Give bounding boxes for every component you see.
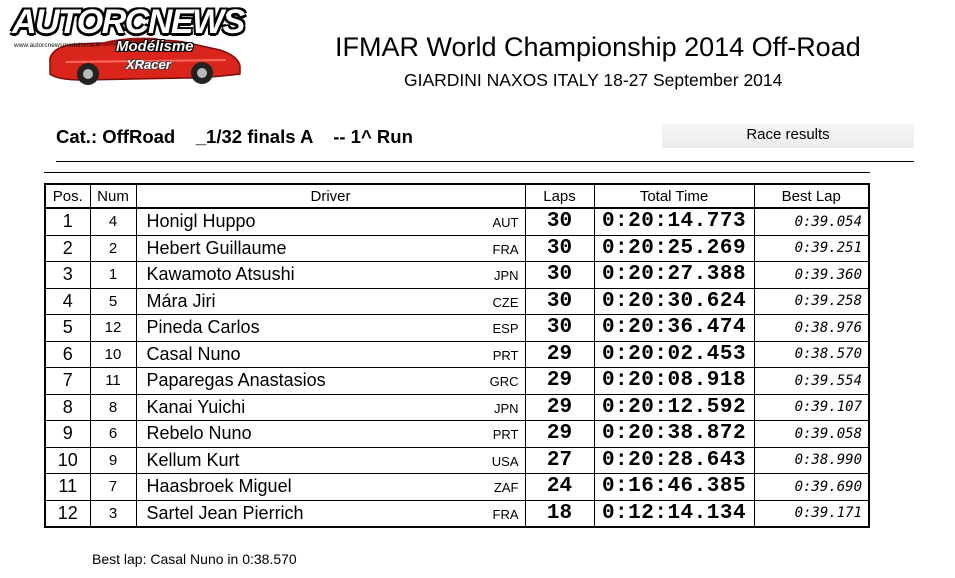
table-row [45, 208, 869, 235]
cell-best-lap: 0:39.360 [754, 262, 869, 289]
cell-total-time: 0:20:12.592 [594, 394, 754, 421]
cell-best-lap: 0:39.054 [754, 208, 869, 235]
table-row [45, 447, 869, 474]
cell-driver [136, 421, 525, 448]
cell-pos: 3 [45, 262, 90, 289]
table-row [45, 500, 869, 527]
cell-total-time: 0:20:27.388 [594, 262, 754, 289]
cell-laps: 29 [525, 421, 594, 448]
cell-driver [136, 500, 525, 527]
driver-name: Hebert Guillaume [146, 237, 287, 258]
cell-total-time: 0:20:30.624 [594, 288, 754, 315]
cell-pos: 5 [45, 315, 90, 342]
cell-num: 2 [90, 235, 136, 262]
cell-num: 9 [90, 447, 136, 474]
cell-best-lap: 0:39.171 [754, 500, 869, 527]
cell-laps: 30 [525, 315, 594, 342]
cell-num: 1 [90, 262, 136, 289]
cell-pos: 6 [45, 341, 90, 368]
driver-nationality: FRA [492, 241, 519, 257]
divider-top [56, 161, 914, 162]
cell-laps: 18 [525, 500, 594, 527]
cell-num: 8 [90, 394, 136, 421]
cell-laps: 30 [525, 208, 594, 235]
results-label: Race results [662, 124, 914, 148]
cell-best-lap: 0:38.976 [754, 315, 869, 342]
cell-best-lap: 0:39.258 [754, 288, 869, 315]
cell-driver [136, 288, 525, 315]
table-row [45, 288, 869, 315]
cell-total-time: 0:20:08.918 [594, 368, 754, 395]
driver-nationality: ESP [492, 321, 519, 336]
table-header-row [45, 184, 869, 208]
cell-laps: 29 [525, 394, 594, 421]
table-row [45, 341, 869, 368]
driver-name: Sartel Jean Pierrich [146, 502, 304, 523]
cell-pos: 2 [45, 235, 90, 262]
cell-pos: 10 [45, 447, 90, 474]
col-header-pos: Pos. [45, 184, 90, 208]
cell-total-time: 0:20:02.453 [594, 341, 754, 368]
col-header-laps: Laps [525, 184, 594, 208]
driver-name: Honigl Huppo [146, 211, 256, 231]
driver-name: Haasbroek Miguel [146, 476, 292, 496]
driver-name: Rebelo Nuno [146, 423, 252, 443]
results-table [44, 183, 870, 528]
driver-nationality: GRC [489, 374, 519, 389]
cell-best-lap: 0:39.107 [754, 394, 869, 421]
cell-num: 6 [90, 421, 136, 448]
cell-driver [136, 447, 525, 474]
cell-best-lap: 0:38.990 [754, 447, 869, 474]
logo-title: AUTORCNEWS [12, 3, 244, 41]
cell-laps: 24 [525, 474, 594, 501]
cell-num: 3 [90, 500, 136, 527]
page-title: IFMAR World Championship 2014 Off-Road [335, 32, 861, 62]
autorcnews-logo [6, 2, 242, 86]
cell-laps: 30 [525, 288, 594, 315]
cell-best-lap: 0:39.251 [754, 235, 869, 262]
cell-total-time: 0:20:14.773 [594, 208, 754, 235]
cell-pos: 4 [45, 288, 90, 315]
cell-num: 4 [90, 208, 136, 235]
driver-nationality: PRT [492, 427, 519, 442]
logo-subtitle: Modélisme [116, 38, 194, 55]
cell-laps: 29 [525, 341, 594, 368]
cell-total-time: 0:20:38.872 [594, 421, 754, 448]
col-header-best-lap: Best Lap [754, 184, 869, 208]
logo-url: www.autorcnewsmodelisme.fr [14, 42, 100, 49]
cell-driver [136, 341, 525, 368]
table-row [45, 315, 869, 342]
driver-nationality: JPN [493, 268, 519, 283]
cell-best-lap: 0:39.690 [754, 474, 869, 501]
cell-laps: 30 [525, 262, 594, 289]
cell-driver [136, 394, 525, 421]
cell-num: 7 [90, 474, 136, 501]
cell-driver [136, 262, 525, 289]
logo-badge: XRacer [126, 57, 171, 72]
cell-pos: 9 [45, 421, 90, 448]
cell-driver [136, 315, 525, 342]
divider-bottom [44, 172, 870, 173]
page-subtitle: GIARDINI NAXOS ITALY 18-27 September 2014 [404, 70, 783, 90]
cell-pos: 7 [45, 368, 90, 395]
cell-num: 11 [90, 368, 136, 395]
cell-num: 5 [90, 288, 136, 315]
cell-total-time: 0:20:28.643 [594, 447, 754, 474]
table-row [45, 368, 869, 395]
cell-driver [136, 474, 525, 501]
cell-num: 12 [90, 315, 136, 342]
col-header-num: Num [90, 184, 136, 208]
driver-nationality: FRA [492, 506, 519, 522]
table-row [45, 474, 869, 501]
driver-name: Kawamoto Atsushi [146, 264, 295, 284]
col-header-driver: Driver [136, 184, 525, 208]
cell-laps: 30 [525, 235, 594, 262]
cell-best-lap: 0:38.570 [754, 341, 869, 368]
cell-driver [136, 235, 525, 262]
cell-best-lap: 0:39.058 [754, 421, 869, 448]
cell-driver [136, 208, 525, 235]
table-row [45, 421, 869, 448]
driver-name: Kellum Kurt [146, 449, 240, 470]
table-row [45, 394, 869, 421]
cell-pos: 8 [45, 394, 90, 421]
cell-laps: 29 [525, 368, 594, 395]
cell-laps: 27 [525, 447, 594, 474]
driver-name: Pineda Carlos [146, 317, 260, 337]
cell-driver [136, 368, 525, 395]
driver-nationality: ZAF [493, 480, 519, 495]
driver-name: Paparegas Anastasios [146, 370, 326, 390]
race-category: Cat.: OffRoad _1/32 finals A -- 1^ Run [56, 126, 413, 147]
cell-total-time: 0:20:36.474 [594, 315, 754, 342]
col-header-total-time: Total Time [594, 184, 754, 208]
driver-name: Casal Nuno [146, 343, 241, 364]
driver-name: Mára Jiri [146, 290, 216, 311]
table-row [45, 235, 869, 262]
cell-pos: 1 [45, 208, 90, 235]
driver-nationality: AUT [492, 215, 519, 230]
driver-nationality: JPN [493, 400, 519, 416]
driver-name: Kanai Yuichi [146, 396, 246, 417]
driver-nationality: CZE [492, 294, 519, 310]
cell-num: 10 [90, 341, 136, 368]
cell-total-time: 0:20:25.269 [594, 235, 754, 262]
cell-total-time: 0:16:46.385 [594, 474, 754, 501]
cell-best-lap: 0:39.554 [754, 368, 869, 395]
best-lap-summary: Best lap: Casal Nuno in 0:38.570 [92, 551, 297, 567]
cell-pos: 12 [45, 500, 90, 527]
cell-pos: 11 [45, 474, 90, 501]
driver-nationality: USA [491, 453, 519, 469]
driver-nationality: PRT [492, 347, 519, 363]
table-row [45, 262, 869, 289]
cell-total-time: 0:12:14.134 [594, 500, 754, 527]
